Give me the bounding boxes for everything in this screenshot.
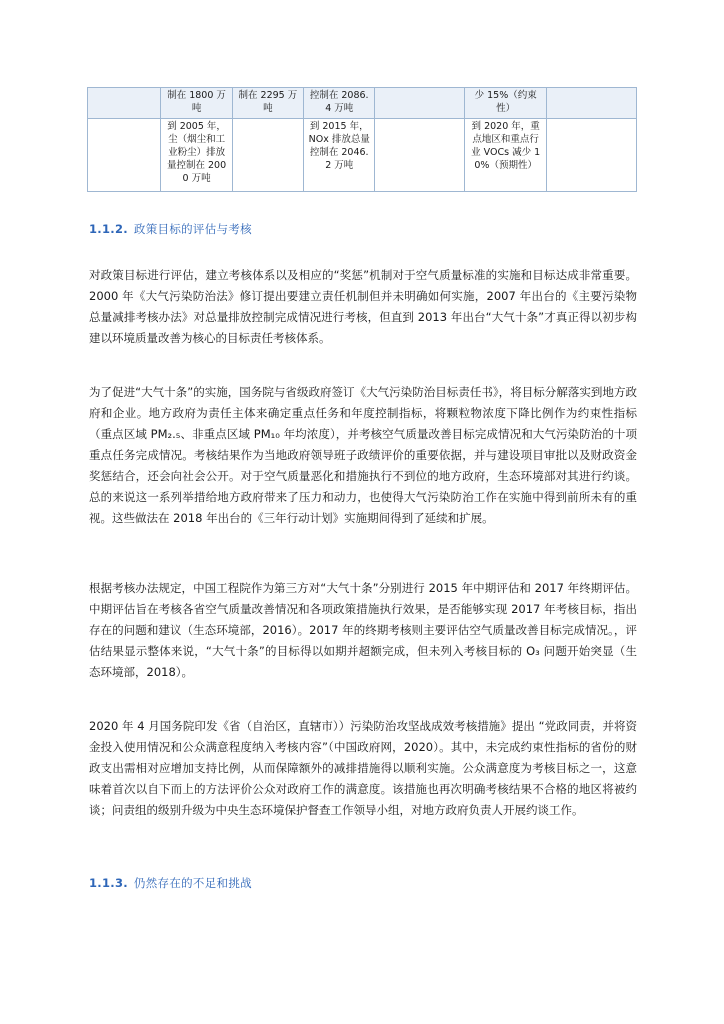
table-cell: 到 2020 年，重点地区和重点行业 VOCs 减少 10%（预期性）: [465, 119, 547, 192]
paragraph-2020-measures: 2020 年 4 月国务院印发《省（自治区，直辖市））污染防治攻坚战成效考核措施》提出 “党政同责，并将资金投入使用情况和公众满意程度纳入考核内容”（中国政府网，2020）。其中，未完成约束性指标的省份的财政支出需相对应增加支持比例，从而保障额外的减排措施得以顺利实施。公众满意度为考核目标之一，这意味着首次以自下而上的方法评价公众对政府工作的满意度。该措施也再次明确考核结果不合格的地区将被约谈；问责组的级别升级为中央生态环境保护督查工作领导小组，对地方政府负责人开展约谈工作。: [89, 719, 637, 817]
table-cell: [88, 119, 161, 192]
table-cell: [547, 119, 637, 192]
paragraph-third-party-assessment: 根据考核办法规定，中国工程院作为第三方对“大气十条”分别进行 2015 年中期评估和 2017 年终期评估。中期评估旨在考核各省空气质量改善情况和各项政策措施执行效果，是否能够实现 2017 年考核目标，指出存在的问题和建议（生态环境部，2016）。2017 年的终期考核则主要评估空气质量改善目标完成情况。，评估结果显示整体来说，“大气十条”的目标得以如期并超额完成，但未列入考核目标的 O₃ 问题开始突显（生态环境部，2018）。: [89, 581, 637, 679]
section-heading-1-1-2: [89, 221, 252, 237]
table-cell: [375, 119, 465, 192]
table-row: [88, 88, 637, 119]
table-cell: 控制在 2086.4 万吨: [304, 88, 375, 119]
section-title: 政策目标的评估与考核: [133, 222, 252, 236]
section-number: 1.1.3.: [89, 876, 128, 890]
paragraph-evaluation-intro: 对政策目标进行评估，建立考核体系以及相应的“奖惩”机制对于空气质量标准的实施和目标达成非常重要。2000 年《大气污染防治法》修订提出要建立责任机制但并未明确如何实施，2007 年出台的《主要污染物总量减排考核办法》对总量排放控制完成情况进行考核，但直到 2013 年出台“大气十条”才真正得以初步构建以环境质量改善为核心的目标责任考核体系。: [89, 268, 637, 345]
section-number: 1.1.2.: [89, 222, 128, 236]
table-row: [88, 119, 637, 192]
paragraph-responsibility-system: 为了促进“大气十条”的实施，国务院与省级政府签订《大气污染防治目标责任书》，将目标分解落实到地方政府和企业。地方政府为责任主体来确定重点任务和年度控制指标，将颗粒物浓度下降比例作为约束性指标（重点区域 PM₂.₅、非重点区域 PM₁₀ 年均浓度），并考核空气质量改善目标完成情况和大气污染防治的十项重点任务完成情况。考核结果作为当地政府领导班子政绩评价的重要依据，并与建设项目审批以及财政资金奖惩结合，还会向社会公开。对于空气质量恶化和措施执行不到位的地方政府，生态环境部对其进行约谈。总的来说这一系列举措给地方政府带来了压力和动力，也使得大气污染防治工作在实施中得到前所未有的重视。这些做法在 2018 年出台的《三年行动计划》实施期间得到了延续和扩展。: [89, 385, 637, 525]
table-cell: 到 2015 年，NOx 排放总量控制在 2046.2 万吨: [304, 119, 375, 192]
table-cell: [547, 88, 637, 119]
section-heading-1-1-3: [89, 875, 252, 891]
table-cell: [232, 119, 303, 192]
table-cell: 制在 1800 万吨: [161, 88, 232, 119]
table-cell: [88, 88, 161, 119]
table-cell: [375, 88, 465, 119]
policy-targets-table: [87, 87, 637, 192]
table-cell: 制在 2295 万吨: [232, 88, 303, 119]
table-cell: 少 15%（约束性）: [465, 88, 547, 119]
table-cell: 到 2005 年，尘（烟尘和工业粉尘）排放量控制在 2000 万吨: [161, 119, 232, 192]
section-title: 仍然存在的不足和挑战: [133, 876, 252, 890]
